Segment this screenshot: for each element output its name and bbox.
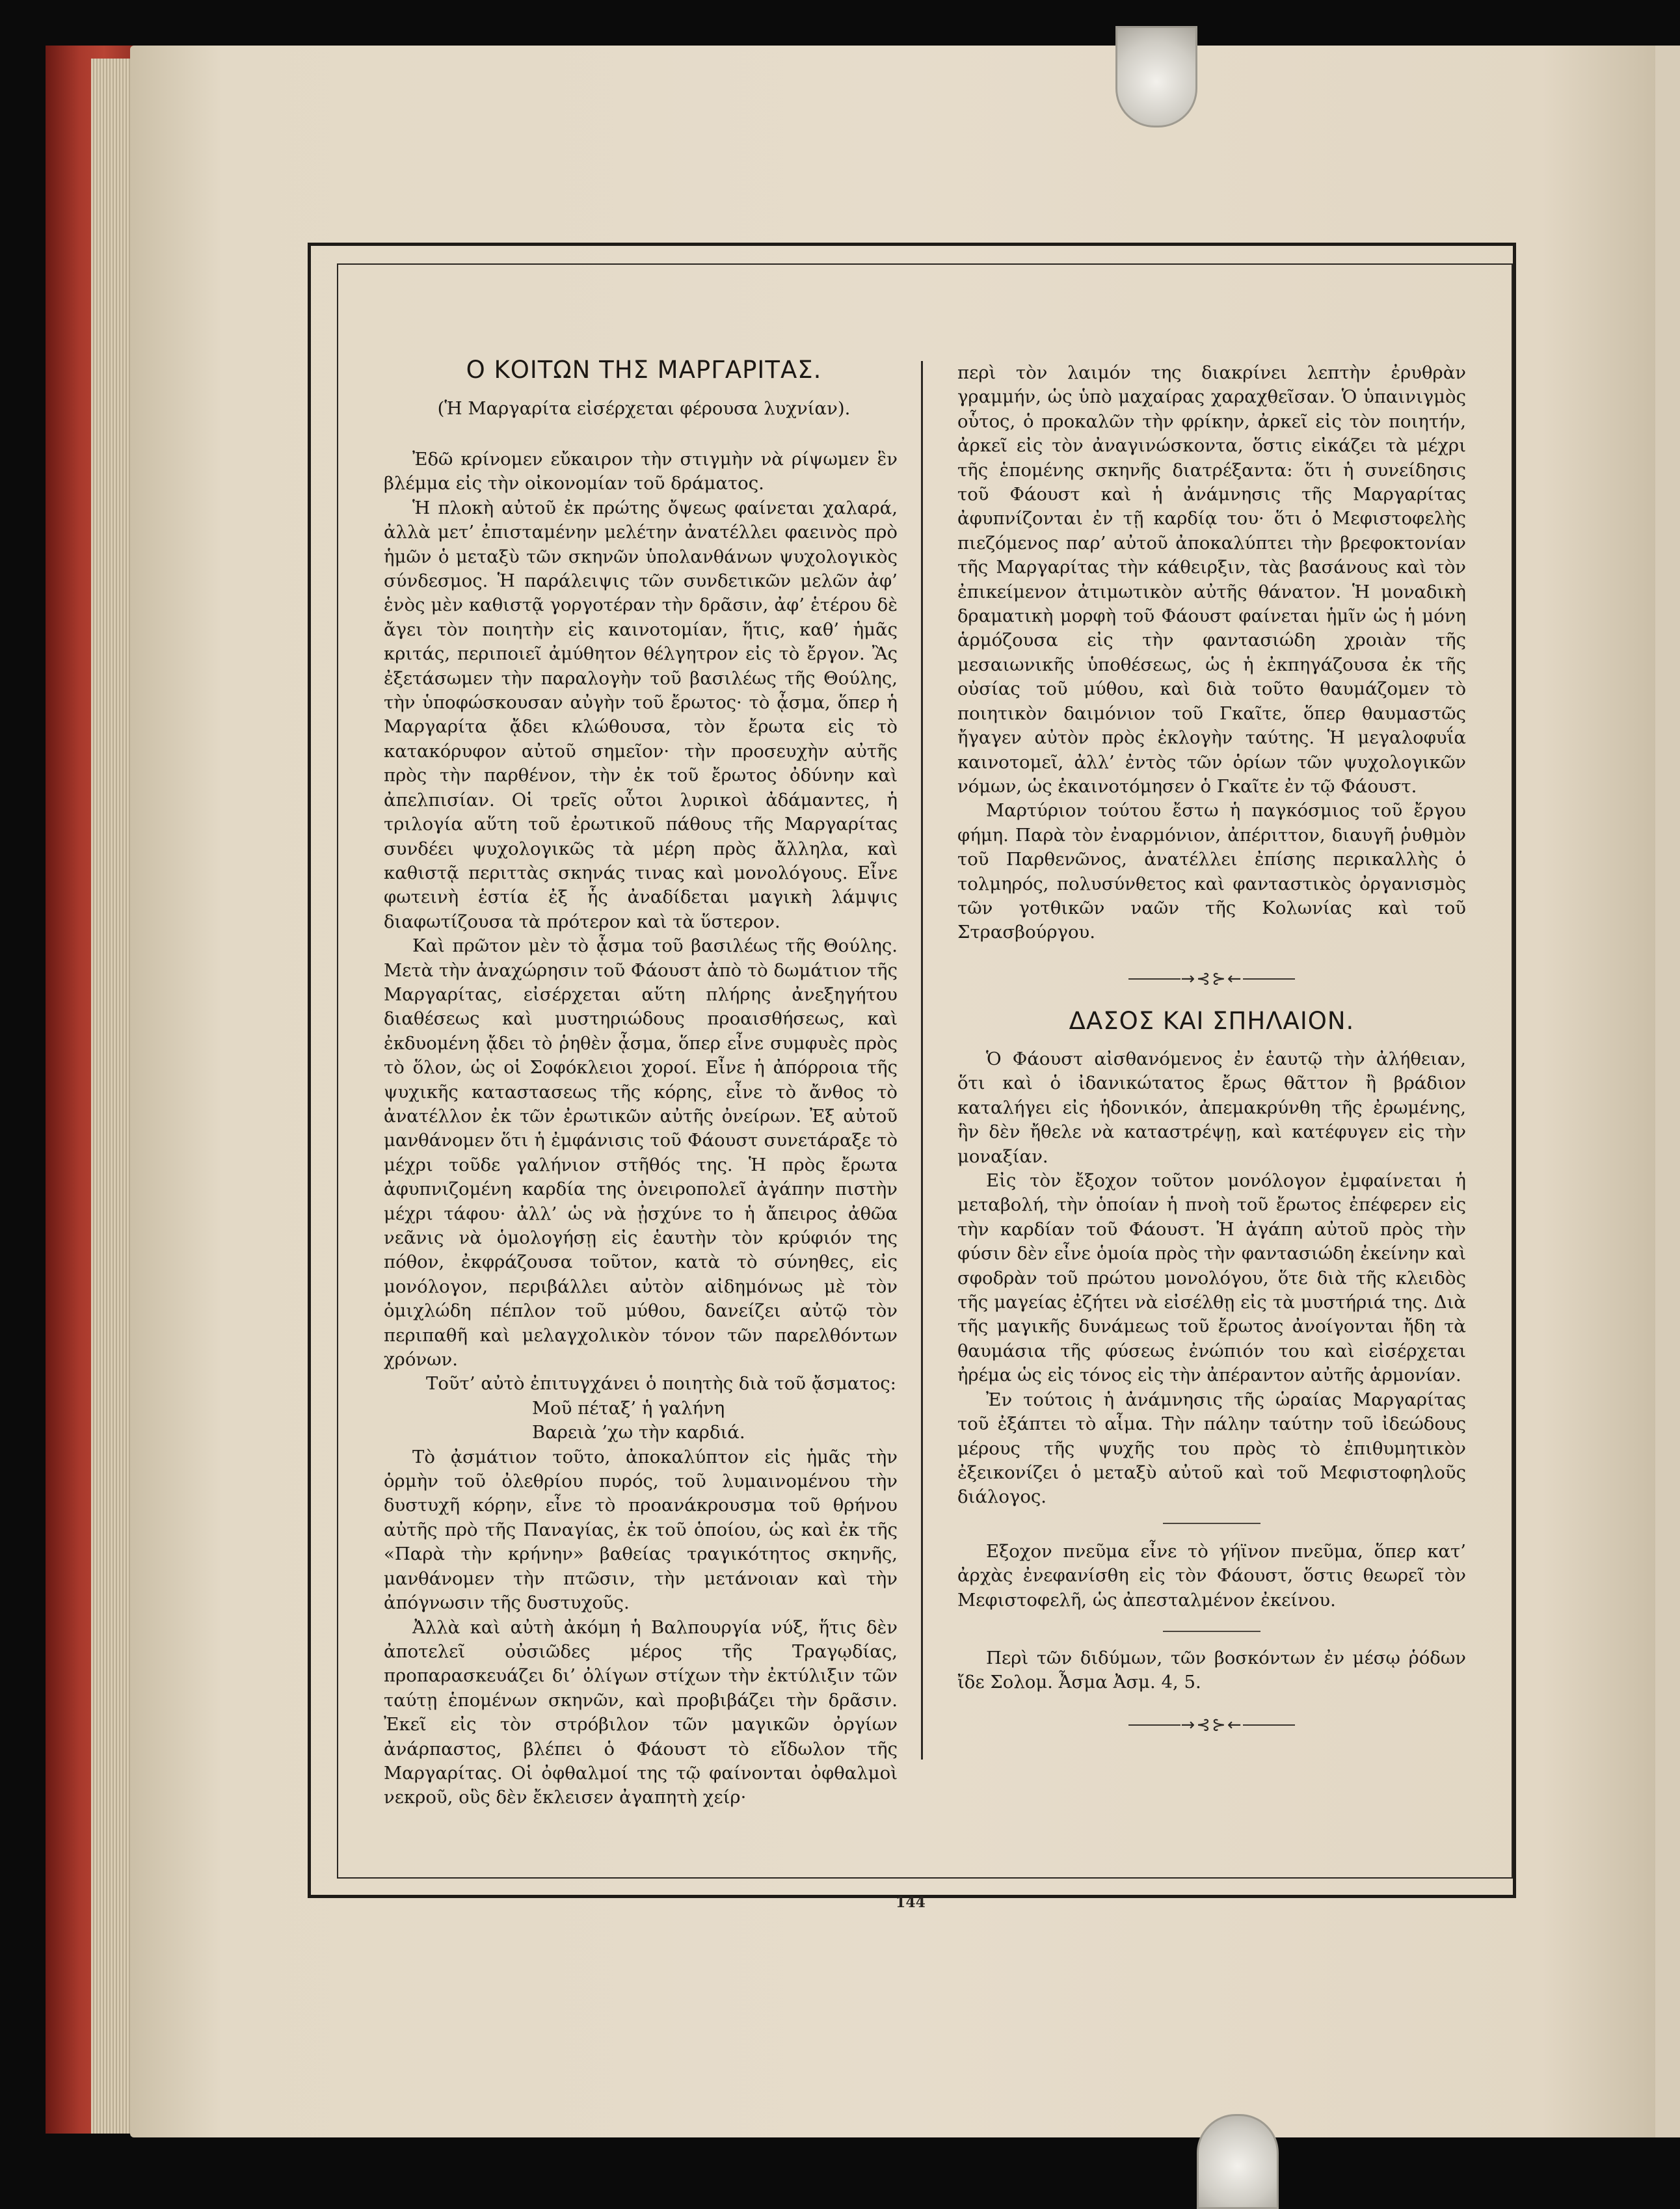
section-subtitle-left: (Ἡ Μαργαρίτα εἰσέρχεται φέρουσα λυχνίαν). bbox=[437, 398, 851, 419]
footnote: Περὶ τῶν διδύμων, τῶν βοσκόντων ἐν μέσῳ ῥόδων ἴδε Σολομ. Ἆσμα Ἀσμ. 4, 5. bbox=[957, 1647, 1466, 1693]
paragraph: Ὁ Φάουστ αἰσθανόμενος ἐν ἑαυτῷ τὴν ἀλήθειαν, ὅτι καὶ ὁ ἰδανικώτατος ἔρως θᾶττον ἢ βράδιον καταλήγει εἰς ἡδονικόν, ἀπεμακρύνθη τῆς ἐρωμένης, ἣν δὲν ἤθελε νὰ καταστρέψῃ, καὶ κατέφυγεν εἰς τὴν μοναξίαν. bbox=[957, 1049, 1466, 1167]
next-page-edge bbox=[1655, 46, 1680, 2137]
paragraph: Εἰς τὸν ἔξοχον τοῦτον μονόλογον ἐμφαίνεται ἡ μεταβολή, τὴν ὁποίαν ἡ πνοὴ τοῦ ἔρωτος ἐπέφερεν εἰς τὴν καρδίαν τοῦ Φάουστ. Ἡ ἀγάπη αὐτοῦ πρὸς τὴν φύσιν δὲν εἶνε ὁμοία πρὸς τὴν φαντασιώδη ἐκείνην καὶ σφοδρὰν τοῦ πρώτου μονολόγου, ὅτε διὰ τῆς κλειδὸς τῆς μαγείας ἐζήτει νὰ εἰσέλθῃ εἰς τὰ μυστήριά της. Διὰ τῆς μαγικῆς δυνάμεως τοῦ ἔρωτος ἀνοίγονται ἤδη τὰ θαυμάσια τῆς φύσεως ἐνώπιόν του καὶ εἰσέρχεται ἠρέμα ὡς εἰς τόνος εἰς τὴν ἀπέραντον αὐτῆς ἁρμονίαν. bbox=[957, 1170, 1466, 1386]
paragraph: Ἡ πλοκὴ αὐτοῦ ἐκ πρώτης ὄψεως φαίνεται χαλαρά, ἀλλὰ μετ’ ἐπισταμένην μελέτην ἀνατέλλει φαεινὸς πρὸ ἡμῶν ὁ μεταξὺ τῶν σκηνῶν ὑπολανθάνων ψυχολογικὸς σύνδεσμος. Ἡ παράλειψις τῶν συνδετικῶν μελῶν ἀφ’ ἑνὸς μὲν καθιστᾷ γοργοτέραν τὴν δρᾶσιν, ἀφ’ ἑτέρου δὲ ἄγει τὸν ποιητὴν εἰς καινοτομίαν, ἥτις, καθ’ ἡμᾶς κριτάς, περιποιεῖ ἀμύθητον θέλγητρον εἰς τὸ ἔργον. Ἂς ἐξετάσωμεν τὴν παραλογὴν τοῦ βασιλέως τῆς Θούλης, τὴν ὑποφώσκουσαν αὐγὴν τοῦ ἔρωτος· τὸ ᾆσμα, ὅπερ ἡ Μαργαρίτα ᾄδει κλώθουσα, τὸν ἔρωτα εἰς τὸ κατακόρυφον αὐτοῦ σημεῖον· τὴν προσευχὴν αὐτῆς πρὸς τὴν παρθένον, τὴν ἐκ τοῦ ἔρωτος ὀδύνην καὶ ἀπελπισίαν. Οἱ τρεῖς οὗτοι λυρικοὶ ἀδάμαντες, ἡ τριλογία αὕτη τοῦ ἐρωτικοῦ πάθους τῆς Μαργαρίτας συνδέει ψυχολογικῶς τὰ μέρη πρὸς ἄλληλα, καὶ καθιστᾷ περιττὰς σκηνάς τινας καὶ μονολόγους. Εἶνε φωτεινὴ ἑστία ἐξ ἧς ἀναδίδεται μαγικὴ λάμψις διαφωτίζουσα τὰ πρότερον καὶ τὰ ὕστερον. bbox=[384, 497, 898, 932]
ornament: →⊰⊱← bbox=[957, 967, 1466, 991]
section-title-right: ΔΑΣΟΣ ΚΑΙ ΣΠΗΛΑΙΟΝ. bbox=[1069, 1007, 1355, 1035]
footnote: Εξοχον πνεῦμα εἶνε τὸ γήϊνον πνεῦμα, ὅπερ κατ’ ἀρχὰς ἐνεφανίσθη εἰς τὸν Φάουστ, ὅστις θεωρεῖ τὸν Μεφιστοφελῆ, ὡς ἀπεσταλμένον ἐκείνου. bbox=[957, 1540, 1466, 1611]
clip-bottom bbox=[1197, 2114, 1279, 2209]
divider bbox=[1163, 1523, 1260, 1524]
paragraph: περὶ τὸν λαιμόν της διακρίνει λεπτὴν ἐρυθρὰν γραμμήν, ὡς ὑπὸ μαχαίρας χαραχθεῖσαν. Ὁ ὑπαινιγμὸς οὗτος, ὁ προκαλῶν τὴν φρίκην, ἀρκεῖ εἰς τὸν ποιητήν, ἀρκεῖ εἰς τὸν ἀναγινώσκοντα, ὅστις εἰκάζει τὰ μέχρι τῆς ἑπομένης σκηνῆς διατρέξαντα: ὅτι ἡ συνείδησις τοῦ Φάουστ καὶ ἡ ἀνάμνησις τῆς Μαργαρίτας ἀφυπνίζονται ἐν τῇ καρδίᾳ του· ὅτι ὁ Μεφιστοφελὴς πιεζόμενος παρ’ αὐτοῦ ἀποκαλύπτει τὴν βρεφοκτονίαν τῆς Μαργαρίτας τὴν κάθειρξιν, τὰς βασάνους καὶ τὸν ἐπικείμενον ἀτιμωτικὸν αὐτῆς θάνατον. Ἡ μοναδικὴ δραματικὴ μορφὴ τοῦ Φάουστ φαίνεται ἡμῖν ὡς ἡ μόνη ἁρμόζουσα εἰς τὴν φαντασιώδη χροιὰν τῆς μεσαιωνικῆς ὑποθέσεως, ὡς ἡ ἐκπηγάζουσα ἐκ τῆς οὐσίας τοῦ μύθου, καὶ διὰ τοῦτο θαυμάζομεν τὸ ποιητικὸν δαιμόνιον τοῦ Γκαῖτε, ὅπερ θαυμαστῶς ἤγαγεν αὐτὸν πρὸς ἐκλογὴν ταύτης. Ἡ μεγαλοφυΐα καινοτομεῖ, ἀλλ’ ἐντὸς τῶν ὁρίων τῶν ψυχολογικῶν νόμων, ὡς ἐκαινοτόμησεν ὁ Γκαῖτε ἐν τῷ Φάουστ. bbox=[957, 362, 1466, 797]
verse-line: Βαρειὰ ’χω τὴν καρδιά. bbox=[532, 1422, 745, 1443]
paragraph: Ἐν τούτοις ἡ ἀνάμνησις τῆς ὡραίας Μαργαρίτας τοῦ ἐξάπτει τὸ αἷμα. Τὴν πάλην ταύτην τοῦ ἰδεώδους μέρους τῆς ψυχῆς του πρὸς τὸ ἐπιθυμητικὸν ἐξεικονίζει ὁ μεταξὺ αὐτοῦ καὶ τοῦ Μεφιστοφηλοῦς διάλογος. bbox=[957, 1389, 1466, 1508]
divider bbox=[1163, 1631, 1260, 1632]
section-title-left: Ο ΚΟΙΤΩΝ ΤΗΣ ΜΑΡΓΑΡΙΤΑΣ. bbox=[466, 356, 822, 384]
paragraph: Ἐδῶ κρίνομεν εὔκαιρον τὴν στιγμὴν νὰ ρίψωμεν ἓν βλέμμα εἰς τὴν οἰκονομίαν τοῦ δράματος. bbox=[384, 449, 898, 494]
page-number: 144 bbox=[896, 1894, 926, 1911]
right-column bbox=[957, 361, 1466, 991]
paragraph: Ἀλλὰ καὶ αὐτὴ ἀκόμη ἡ Βαλπουργία νύξ, ἥτις δὲν ἀποτελεῖ οὐσιῶδες μέρος τῆς Τραγῳδίας, προπαρασκευάζει δι’ ὀλίγων στίχων τὴν ἐκτύλιξιν τῶν ταύτῃ ἑπομένων σκηνῶν, καὶ προβιβάζει τὴν δρᾶσιν. Ἐκεῖ εἰς τὸν στρόβιλον τῶν μαγικῶν ὀργίων ἀνάρπαστος, βλέπει ὁ Φάουστ τὸ εἴδωλον τῆς Μαργαρίτας. Οἱ ὀφθαλμοί της τῷ φαίνονται ὀφθαλμοὶ νεκροῦ, οὓς δὲν ἔκλεισεν ἀγαπητὴ χείρ· bbox=[384, 1616, 898, 1808]
paragraph: Μαρτύριον τούτου ἔστω ἡ παγκόσμιος τοῦ ἔργου φήμη. Παρὰ τὸν ἐναρμόνιον, ἀπέριττον, διαυγῆ ῥυθμὸν τοῦ Παρθενῶνος, ἀνατέλλει ἐπίσης περικαλλὴς ὁ τολμηρός, πολυσύνθετος καὶ φανταστικὸς ὀργανισμὸς τῶν γοτθικῶν ναῶν τῆς Κολωνίας καὶ τοῦ Στρασβούργου. bbox=[957, 800, 1466, 943]
clip-top bbox=[1115, 26, 1197, 127]
left-column bbox=[384, 448, 898, 1810]
paragraph: Καὶ πρῶτον μὲν τὸ ᾆσμα τοῦ βασιλέως τῆς Θούλης. Μετὰ τὴν ἀναχώρησιν τοῦ Φάουστ ἀπὸ τὸ δωμάτιον τῆς Μαργαρίτας, εἰσέρχεται αὕτη πλήρης ἀνεξηγήτου διαθέσεως καὶ μυστηριώδους προαισθήσεως, καὶ ἐκδυομένη ᾄδει τὸ ῥηθὲν ᾆσμα, ὅπερ εἶνε συμφυὲς πρὸς τὸ ὅλον, ὡς οἱ Σοφόκλειοι χοροί. Εἶνε ἡ ἀπόρροια τῆς ψυχικῆς καταστασεως τῆς κόρης, εἶνε τὸ ἄνθος τὸ ἀνατέλλον ἐκ τῶν ἐρωτικῶν αὐτῆς ὀνείρων. Ἐξ αὐτοῦ μανθάνομεν ὅτι ἡ ἐμφάνισις τοῦ Φάουστ συνετάραξε τὸ μέχρι τοῦδε γαλήνιον στῆθός της. Ἡ πρὸς ἔρωτα ἀφυπνιζομένη καρδία της ὀνειροπολεῖ ἀγάπην πιστὴν μέχρι τάφου· ἀλλ’ ὡς νὰ ᾐσχύνε το ἡ ἄπειρος ἀθῶα νεᾶνις νὰ ὁμολογήσῃ εἰς ἑαυτὴν τὸν κρύφιόν της πόθον, ἐκφράζουσα τοῦτον, κατὰ τὸ σύνηθες, εἰς μονόλογον, περιβάλλει αὐτὸν αἰδημόνως μὲ τὸν ὁμιχλώδη πέπλον τοῦ μύθου, δανείζει αὐτῷ τὸν περιπαθῆ καὶ μελαγχολικὸν τόνον τῶν παρελθόντων χρόνων. bbox=[384, 935, 898, 1371]
ornament-end: →⊰⊱← bbox=[957, 1713, 1466, 1737]
verse-line: Μοῦ πέταξ’ ἡ γαλήνη bbox=[532, 1397, 725, 1419]
paragraph: Τὸ ᾀσμάτιον τοῦτο, ἀποκαλύπτον εἰς ἡμᾶς τὴν ὁρμὴν τοῦ ὀλεθρίου πυρός, τοῦ λυμαινομένου τὴν δυστυχῆ κόρην, εἶνε τὸ προανάκρουσμα τοῦ θρήνου αὐτῆς πρὸ τῆς Παναγίας, ἐκ τοῦ ὁποίου, ὡς καὶ ἐκ τῆς «Παρὰ τὴν κρήνην» βαθείας τραγικότητος σκηνῆς, μανθάνομεν τὴν πτῶσιν, τὴν μετάνοιαν καὶ τὴν ἀπόγνωσιν τῆς δυστυχοῦς. bbox=[384, 1446, 898, 1614]
right-column-section bbox=[957, 1047, 1466, 1737]
column-divider bbox=[921, 361, 923, 1760]
paragraph: Τοῦτ’ αὐτὸ ἐπιτυγχάνει ὁ ποιητὴς διὰ τοῦ ᾄσματος: bbox=[426, 1373, 896, 1395]
